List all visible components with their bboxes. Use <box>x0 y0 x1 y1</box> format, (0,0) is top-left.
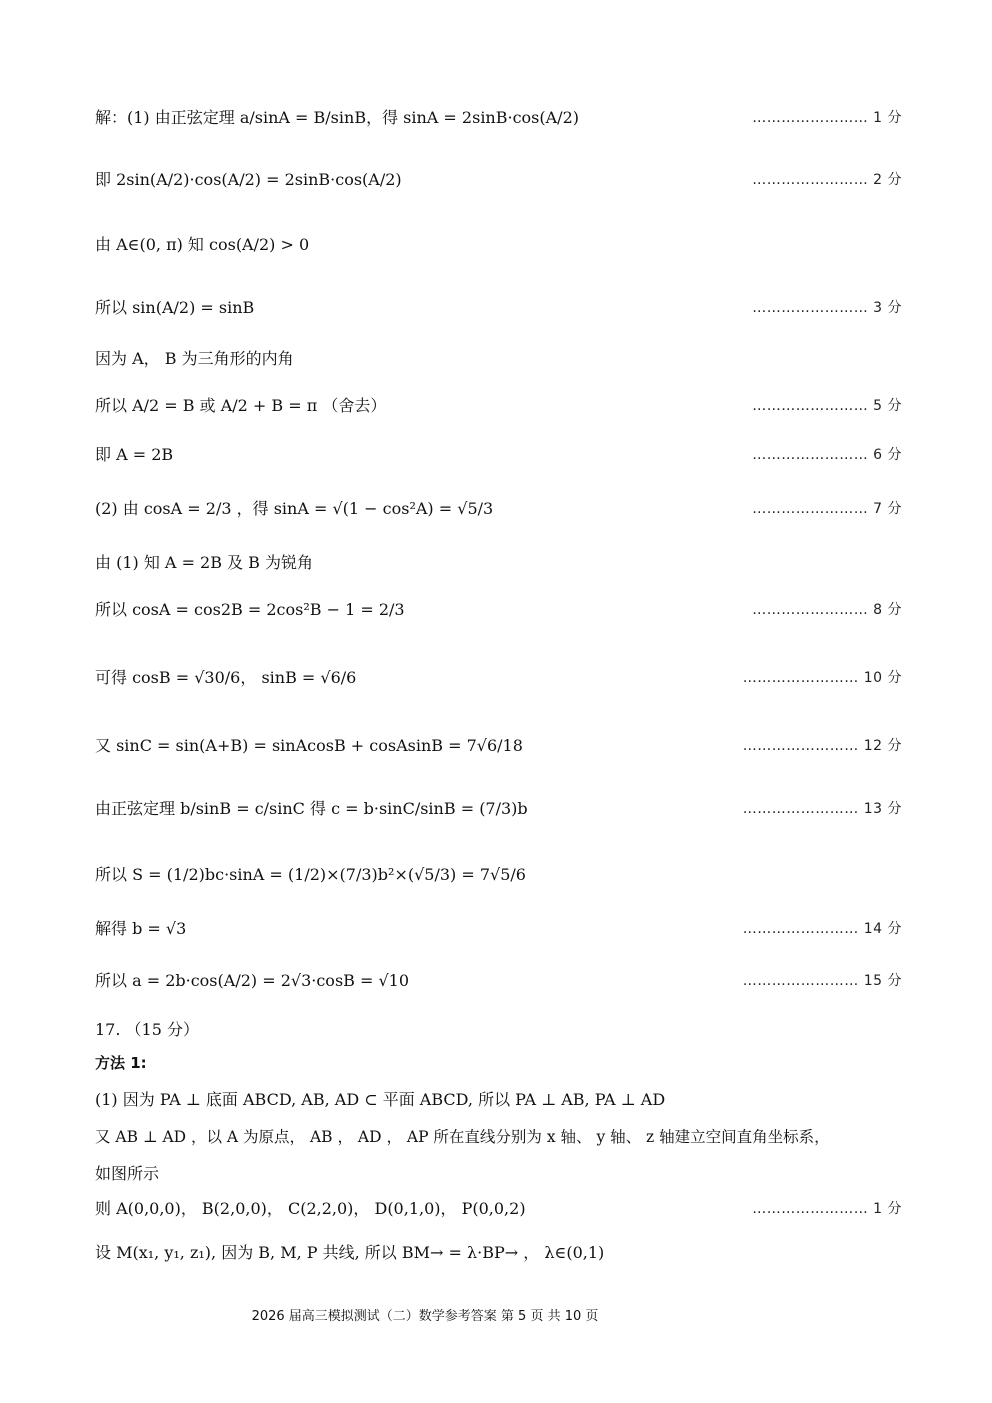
solution-line-1 <box>95 105 902 128</box>
solution-line-8 <box>95 496 902 519</box>
equation: 又 sinC = sin(A+B) = sinAcosB + cosAsinB = 7√6/18 <box>95 736 523 755</box>
equation: (2) 由 cosA = 2/3 ，得 sinA = √(1 − cos²A) = √5/3 <box>95 499 494 518</box>
score-mark: …………………… 6 分 <box>752 446 902 463</box>
score-mark: …………………… 7 分 <box>752 500 902 517</box>
solution-line-14 <box>95 862 902 885</box>
solution-line-10 <box>95 597 902 620</box>
solution-line-11 <box>95 665 902 688</box>
score-mark: …………………… 3 分 <box>752 299 902 316</box>
equation: 解得 b = √3 <box>95 919 187 938</box>
score-mark: …………………… 12 分 <box>742 737 902 754</box>
question-17-title: 17. （15 分） <box>95 1020 199 1039</box>
equation: 所以 A/2 = B 或 A/2 + B = π （舍去） <box>95 396 387 415</box>
equation: 所以 sin(A/2) = sinB <box>95 298 255 317</box>
coordinates-equation: 则 A(0,0,0)， B(2,0,0)， C(2,2,0)， D(0,1,0)， P(0,0,2) <box>95 1199 526 1218</box>
equation: 由 A∈(0, π) 知 cos(A/2) > 0 <box>95 235 310 254</box>
solution-line-5 <box>95 346 902 369</box>
score-mark: …………………… 13 分 <box>742 800 902 817</box>
score-mark: …………………… 1 分 <box>752 109 902 126</box>
method-heading: 方法 1: <box>95 1054 147 1072</box>
equation: 所以 a = 2b·cos(A/2) = 2√3·cosB = √10 <box>95 971 410 990</box>
q17-line-2: 又 AB ⊥ AD ，以 A 为原点， AB ， AD ， AP 所在直线分别为 x 轴、 y 轴、 z 轴建立空间直角坐标系， <box>95 1128 830 1146</box>
equation: 即 2sin(A/2)·cos(A/2) = 2sinB·cos(A/2) <box>95 170 402 189</box>
equation: 即 A = 2B <box>95 445 174 464</box>
score-mark: …………………… 10 分 <box>742 669 902 686</box>
page-footer: 2026 届高三模拟测试（二）数学参考答案 第 5 页 共 10 页 <box>251 1309 599 1324</box>
solution-line-6 <box>95 393 902 416</box>
solution-line-3 <box>95 232 902 255</box>
solution-line-15 <box>95 916 902 939</box>
solution-line-7 <box>95 442 902 465</box>
score-mark: …………………… 1 分 <box>752 1200 902 1217</box>
q17-line-1: (1) 因为 PA ⊥ 底面 ABCD, AB, AD ⊂ 平面 ABCD, 所以 PA ⊥ AB, PA ⊥ AD <box>95 1090 666 1109</box>
equation: 解：(1) 由正弦定理 a/sinA = B/sinB，得 sinA = 2sinB·cos(A/2) <box>95 108 579 127</box>
solution-line-16 <box>95 968 902 991</box>
solution-line-12 <box>95 733 902 756</box>
score-mark: …………………… 5 分 <box>752 397 902 414</box>
score-mark: …………………… 14 分 <box>742 920 902 937</box>
solution-line-4 <box>95 295 902 318</box>
q17-line-3: 如图所示 <box>95 1164 160 1183</box>
solution-line-9 <box>95 550 902 573</box>
equation: 所以 S = (1/2)bc·sinA = (1/2)×(7/3)b²×(√5/3) = 7√5/6 <box>95 865 526 884</box>
equation: 可得 cosB = √30/6， sinB = √6/6 <box>95 668 357 687</box>
score-mark: …………………… 2 分 <box>752 171 902 188</box>
q17-line-5: 设 M(x₁, y₁, z₁), 因为 B, M, P 共线, 所以 BM→ = λ·BP→ ， λ∈(0,1) <box>95 1243 605 1262</box>
q17-line-4 <box>95 1196 902 1219</box>
solution-line-2 <box>95 167 902 190</box>
equation: 由 (1) 知 A = 2B 及 B 为锐角 <box>95 553 314 572</box>
score-mark: …………………… 8 分 <box>752 601 902 618</box>
equation: 所以 cosA = cos2B = 2cos²B − 1 = 2/3 <box>95 600 405 619</box>
equation: 由正弦定理 b/sinB = c/sinC 得 c = b·sinC/sinB = (7/3)b <box>95 799 528 818</box>
equation: 因为 A， B 为三角形的内角 <box>95 349 294 368</box>
score-mark: …………………… 15 分 <box>742 972 902 989</box>
solution-line-13 <box>95 796 902 819</box>
